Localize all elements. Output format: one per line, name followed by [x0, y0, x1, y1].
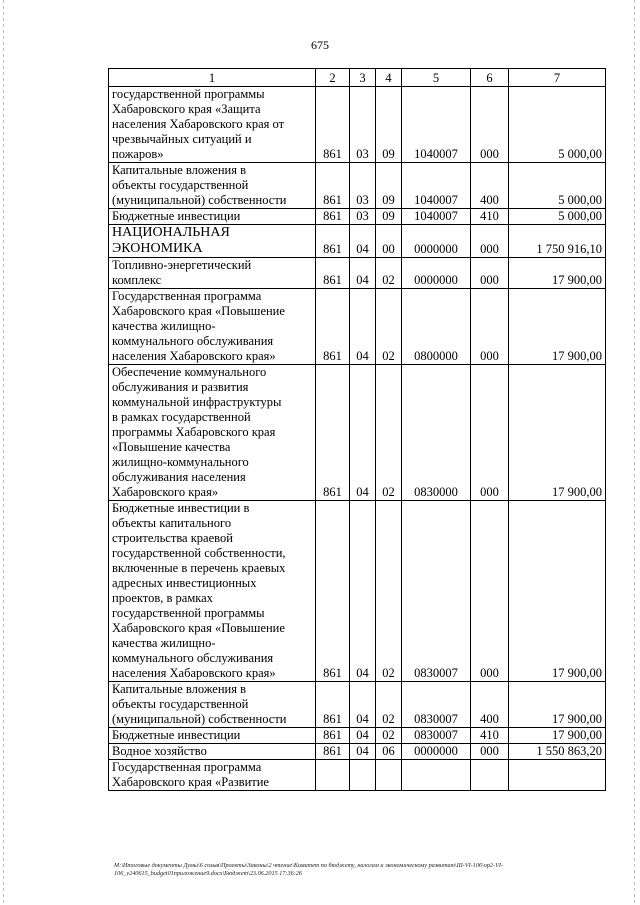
target-article-cell: 0830007 [402, 501, 471, 682]
table-row [109, 225, 606, 258]
description-line: Хабаровского края «Защита [112, 102, 261, 116]
expense-type-cell: 000 [471, 289, 509, 365]
amount-cell: 5 000,00 [509, 163, 606, 209]
admin-code-cell: 861 [316, 682, 350, 728]
amount-cell: 17 900,00 [509, 682, 606, 728]
amount-cell: 1 550 863,20 [509, 744, 606, 760]
row-description [109, 365, 316, 501]
subsection-code-cell: 06 [376, 744, 402, 760]
expense-type-cell: 000 [471, 501, 509, 682]
description-line: государственной программы [112, 87, 265, 101]
description-line: включенные в перечень краевых [112, 561, 286, 575]
admin-code-cell: 861 [316, 744, 350, 760]
column-header: 6 [471, 69, 509, 87]
description-line: (муниципальной) собственности [112, 712, 287, 726]
description-line: проектов, в рамках [112, 591, 213, 605]
description-line: программы Хабаровского края [112, 425, 276, 439]
amount-cell: 17 900,00 [509, 501, 606, 682]
admin-code-cell: 861 [316, 209, 350, 225]
table-row [109, 728, 606, 744]
subsection-code-cell: 09 [376, 163, 402, 209]
table-row [109, 258, 606, 289]
admin-code-cell: 861 [316, 289, 350, 365]
description-line: Топливно-энергетический [112, 258, 252, 272]
table-row [109, 365, 606, 501]
description-line: Хабаровского края «Повышение [112, 304, 285, 318]
target-article-cell: 0000000 [402, 744, 471, 760]
column-header: 7 [509, 69, 606, 87]
column-header: 1 [109, 69, 316, 87]
description-line: ЭКОНОМИКА [112, 241, 203, 256]
column-header: 4 [376, 69, 402, 87]
target-article-cell: 0000000 [402, 225, 471, 258]
row-description [109, 728, 316, 744]
description-line: Хабаровского края «Повышение [112, 621, 285, 635]
target-article-cell: 0830007 [402, 728, 471, 744]
target-article-cell [402, 760, 471, 791]
subsection-code-cell: 02 [376, 365, 402, 501]
subsection-code-cell: 02 [376, 258, 402, 289]
description-line: населения Хабаровского края от [112, 117, 285, 131]
description-line: обслуживания населения [112, 470, 246, 484]
row-description [109, 163, 316, 209]
amount-cell: 1 750 916,10 [509, 225, 606, 258]
table-row [109, 87, 606, 163]
description-line: в рамках государственной [112, 410, 251, 424]
table-row [109, 744, 606, 760]
description-line: Государственная программа [112, 760, 262, 774]
description-line: Обеспечение коммунального [112, 365, 267, 379]
row-description [109, 289, 316, 365]
description-line: коммунального обслуживания [112, 651, 274, 665]
expense-type-cell: 000 [471, 744, 509, 760]
amount-cell: 17 900,00 [509, 258, 606, 289]
description-line: населения Хабаровского края» [112, 349, 276, 363]
amount-cell: 5 000,00 [509, 87, 606, 163]
description-line: Водное хозяйство [112, 744, 207, 758]
row-description [109, 501, 316, 682]
description-line: Хабаровского края» [112, 485, 219, 499]
target-article-cell: 0830000 [402, 365, 471, 501]
subsection-code-cell: 09 [376, 209, 402, 225]
target-article-cell: 0830007 [402, 682, 471, 728]
section-code-cell: 04 [350, 744, 376, 760]
expense-type-cell: 400 [471, 163, 509, 209]
section-code-cell [350, 760, 376, 791]
description-line: Капитальные вложения в [112, 682, 246, 696]
section-code-cell: 04 [350, 289, 376, 365]
row-description [109, 682, 316, 728]
file-path-footer [114, 862, 614, 878]
column-header: 3 [350, 69, 376, 87]
description-line: «Повышение качества [112, 440, 231, 454]
description-line: объекты капитального [112, 516, 232, 530]
admin-code-cell: 861 [316, 365, 350, 501]
section-code-cell: 03 [350, 87, 376, 163]
row-description [109, 760, 316, 791]
description-line: НАЦИОНАЛЬНАЯ [112, 225, 230, 240]
description-line: Хабаровского края «Развитие [112, 775, 269, 789]
section-code-cell: 04 [350, 225, 376, 258]
admin-code-cell: 861 [316, 258, 350, 289]
description-line: государственной собственности, [112, 546, 286, 560]
expense-type-cell: 000 [471, 258, 509, 289]
target-article-cell: 0800000 [402, 289, 471, 365]
description-line: комплекс [112, 273, 162, 287]
right-margin-mark [634, 0, 635, 905]
row-description [109, 225, 316, 258]
description-line: качества жилищно- [112, 319, 216, 333]
section-code-cell: 04 [350, 501, 376, 682]
description-line: населения Хабаровского края» [112, 666, 276, 680]
admin-code-cell [316, 760, 350, 791]
subsection-code-cell: 00 [376, 225, 402, 258]
row-description [109, 209, 316, 225]
row-description [109, 87, 316, 163]
description-line: коммунального обслуживания [112, 334, 274, 348]
description-line: обслуживания и развития [112, 380, 249, 394]
admin-code-cell: 861 [316, 225, 350, 258]
page-number: 675 [311, 38, 329, 52]
table-row [109, 289, 606, 365]
target-article-cell: 0000000 [402, 258, 471, 289]
target-article-cell: 1040007 [402, 209, 471, 225]
admin-code-cell: 861 [316, 163, 350, 209]
row-description [109, 744, 316, 760]
section-code-cell: 04 [350, 682, 376, 728]
table-row [109, 760, 606, 791]
amount-cell: 17 900,00 [509, 365, 606, 501]
description-line: объекты государственной [112, 178, 249, 192]
column-header: 2 [316, 69, 350, 87]
description-line: чрезвычайных ситуаций и [112, 132, 252, 146]
row-description [109, 258, 316, 289]
section-code-cell: 03 [350, 163, 376, 209]
budget-table [108, 68, 606, 791]
left-margin-mark [3, 0, 4, 905]
amount-cell: 17 900,00 [509, 728, 606, 744]
table-body [109, 87, 606, 791]
description-line: Бюджетные инвестиции [112, 209, 241, 223]
expense-type-cell: 000 [471, 225, 509, 258]
admin-code-cell: 861 [316, 87, 350, 163]
column-header: 5 [402, 69, 471, 87]
table-header-row [109, 69, 606, 87]
table-row [109, 163, 606, 209]
subsection-code-cell: 09 [376, 87, 402, 163]
amount-cell [509, 760, 606, 791]
description-line: качества жилищно- [112, 636, 216, 650]
amount-cell: 17 900,00 [509, 289, 606, 365]
expense-type-cell: 410 [471, 209, 509, 225]
description-line: Государственная программа [112, 289, 262, 303]
admin-code-cell: 861 [316, 728, 350, 744]
subsection-code-cell: 02 [376, 289, 402, 365]
section-code-cell: 04 [350, 728, 376, 744]
section-code-cell: 04 [350, 365, 376, 501]
subsection-code-cell: 02 [376, 728, 402, 744]
description-line: жилищно-коммунального [112, 455, 249, 469]
footer-line: M:\Итоговые документы Думы\6 созыв\Проекты\Законы\2 чтение\Комитет по бюджету, налогам и экономическому развитию\III-VI-106\ор2-VI- [114, 862, 503, 869]
description-line: пожаров» [112, 147, 164, 161]
expense-type-cell [471, 760, 509, 791]
description-line: объекты государственной [112, 697, 249, 711]
table-row [109, 682, 606, 728]
table-row [109, 501, 606, 682]
expense-type-cell: 000 [471, 87, 509, 163]
description-line: адресных инвестиционных [112, 576, 257, 590]
description-line: Капитальные вложения в [112, 163, 246, 177]
target-article-cell: 1040007 [402, 87, 471, 163]
expense-type-cell: 400 [471, 682, 509, 728]
footer-line: 106_v240615_budget01приложение9.docx\Бюджет\23.06.2015 17:36:26 [114, 870, 302, 877]
section-code-cell: 04 [350, 258, 376, 289]
amount-cell: 5 000,00 [509, 209, 606, 225]
description-line: строительства краевой [112, 531, 233, 545]
description-line: государственной программы [112, 606, 265, 620]
description-line: Бюджетные инвестиции [112, 728, 241, 742]
description-line: Бюджетные инвестиции в [112, 501, 250, 515]
expense-type-cell: 410 [471, 728, 509, 744]
description-line: (муниципальной) собственности [112, 193, 287, 207]
expense-type-cell: 000 [471, 365, 509, 501]
subsection-code-cell: 02 [376, 501, 402, 682]
target-article-cell: 1040007 [402, 163, 471, 209]
subsection-code-cell: 02 [376, 682, 402, 728]
table-row [109, 209, 606, 225]
section-code-cell: 03 [350, 209, 376, 225]
admin-code-cell: 861 [316, 501, 350, 682]
subsection-code-cell [376, 760, 402, 791]
description-line: коммунальной инфраструктуры [112, 395, 282, 409]
